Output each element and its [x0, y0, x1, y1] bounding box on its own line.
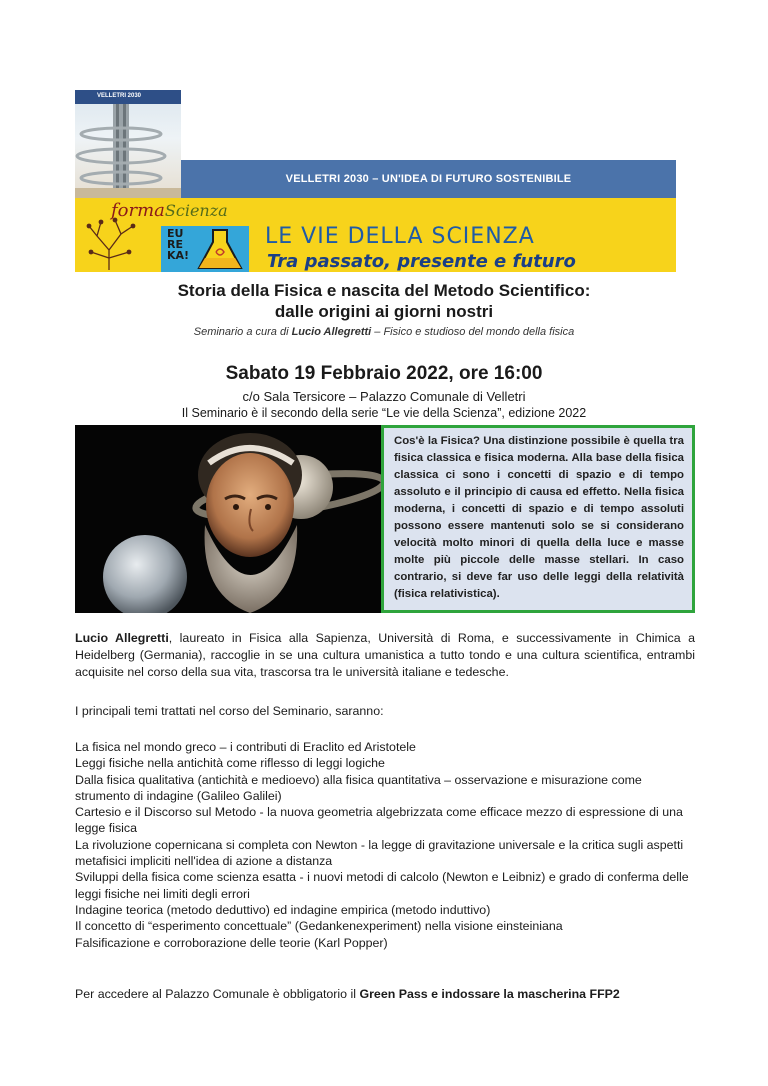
- list-item: Indagine teorica (metodo deduttivo) ed indagine empirica (metodo induttivo): [75, 902, 491, 917]
- bio-speaker-name: Lucio Allegretti: [75, 631, 169, 645]
- access-prefix: Per accedere al Palazzo Comunale è obbligatorio il: [75, 987, 360, 1001]
- eureka-logo: [161, 226, 249, 272]
- flask-icon: [195, 228, 245, 272]
- formascienza-logo: [111, 200, 228, 221]
- speaker-bio: [75, 630, 695, 681]
- tree-logo-icon: [79, 212, 159, 272]
- credit-suffix: – Fisico e studioso del mondo della fisica: [371, 326, 575, 338]
- list-item: Il concetto di “esperimento concettuale” (Gedankenexperiment) nella visione einsteiniana: [75, 919, 563, 934]
- bio-text: , laureato in Fisica alla Sapienza, Università di Roma, e successivamente in Chimica a Heidelberg (Germania), raccoglie in se una cultura umanistica a tutto tondo e una cultura scientifica, entrambi acquisite nel corso della sua vita, trascorsa tra le università italiane e tedesche.: [75, 631, 695, 679]
- tower-icon: [75, 104, 181, 198]
- event-datetime: Sabato 19 Febbraio 2022, ore 16:00: [225, 363, 543, 384]
- list-item: La fisica nel mondo greco – i contributi di Eraclito ed Aristotele: [75, 740, 416, 754]
- list-item: Dalla fisica qualitativa (antichità e medioevo) alla fisica quantitativa – osservazione e misurazione come strumento di indagine (Galileo Galilei): [75, 772, 642, 803]
- galileo-portrait-image: [75, 425, 382, 613]
- access-requirements: [75, 986, 695, 1003]
- credit-speaker: Lucio Allegretti: [291, 326, 372, 338]
- list-item: Leggi fisiche nella antichità come riflesso di leggi logiche: [75, 756, 385, 771]
- tower-illustration: [75, 90, 181, 198]
- list-item: Sviluppi della fisica come scienza esatta - i nuovi metodi di calcolo (Newton e Leibniz) e grado di conferma delle leggi fisiche nei limiti degli errori: [75, 870, 689, 901]
- topics-list: [75, 739, 695, 951]
- series-note: Il Seminario è il secondo della serie “Le vie della Scienza”, edizione 2022: [181, 406, 587, 420]
- forma-word: forma: [111, 200, 165, 221]
- banner-title: LE VIE DELLA SCIENZA: [265, 224, 535, 249]
- banner-subtitle: Tra passato, presente e futuro: [267, 251, 576, 272]
- list-item: Cartesio e il Discorso sul Metodo - la nuova geometria algebrizzata come efficace mezzo di espressione di una legge fisica: [75, 805, 683, 836]
- access-bold: Green Pass e indossare la mascherina FFP2: [359, 987, 620, 1001]
- list-item: La rivoluzione copernicana si completa con Newton - la legge di gravitazione universale e la critica sugli aspetti metafisici impliciti nell'idea di azione a distanza: [75, 837, 684, 869]
- list-item: Falsificazione e corroborazione delle teorie (Karl Popper): [75, 935, 388, 950]
- yellow-band: [75, 198, 676, 272]
- topics-intro: I principali temi trattati nel corso del Seminario, saranno:: [75, 704, 384, 718]
- event-banner: [75, 90, 676, 272]
- seminar-title-line1: Storia della Fisica e nascita del Metodo Scientifico:: [177, 281, 591, 300]
- seminar-title-line2: dalle origini ai giorni nostri: [274, 302, 494, 321]
- event-venue: c/o Sala Tersicore – Palazzo Comunale di Velletri: [242, 389, 526, 404]
- eureka-word: EU RE KA!: [167, 227, 190, 262]
- seminar-credit: [0, 326, 768, 338]
- credit-prefix: Seminario a cura di: [193, 326, 292, 338]
- scienza-word: Scienza: [164, 201, 228, 220]
- physics-definition-box: Cos'è la Fisica? Una distinzione possibile è quella tra fisica classica e fisica moderna. Alla base della fisica classica ci sono i concetti di spazio e di tempo assoluto e il principio di causa ed effetto. Nella fisica moderna, i concetti di spazio e di tempo assoluti possono essere mantenuti solo se si considerano velocità molto minori di quella della luce e masse molte più piccole delle masse stellari. In caso contrario, si deve far uso delle leggi della relatività (fisica relativistica).: [381, 425, 695, 613]
- velletri-2030-label: VELLETRI 2030: [75, 90, 181, 104]
- banner-tagline: VELLETRI 2030 – UN'IDEA DI FUTURO SOSTENIBILE: [181, 160, 676, 198]
